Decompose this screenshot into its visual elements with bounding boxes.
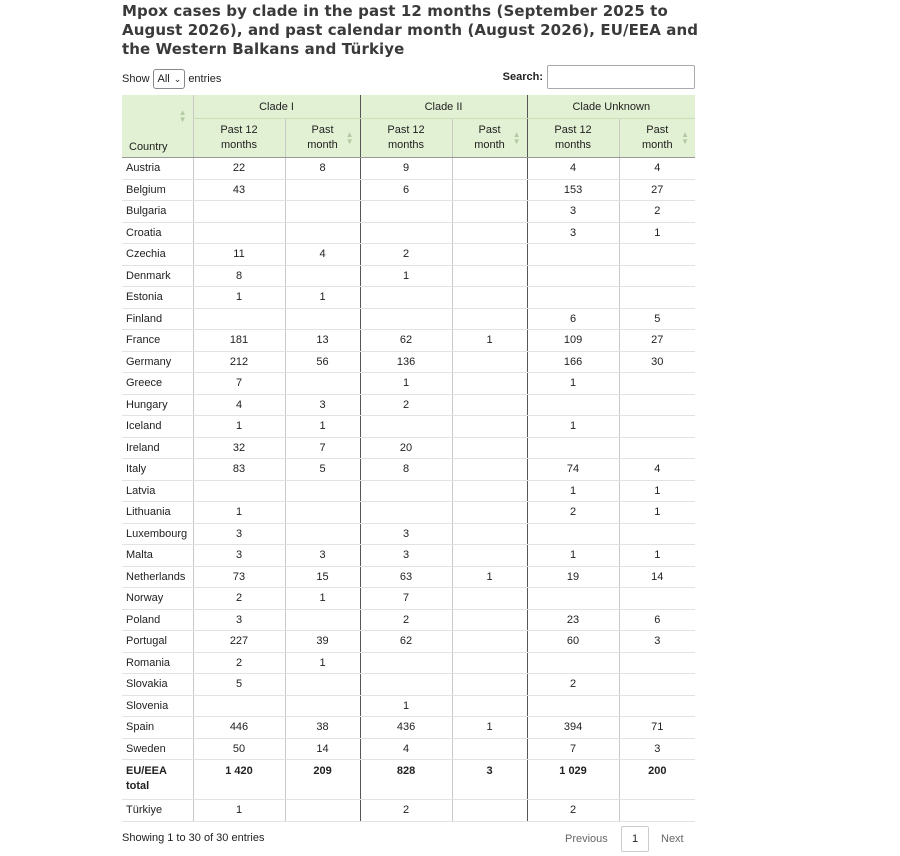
column-header-label: Past month (641, 124, 673, 151)
value-cell: 3 (619, 631, 695, 653)
country-cell: Norway (122, 588, 193, 610)
table-row (122, 222, 695, 244)
value-cell (527, 265, 619, 287)
table-row (122, 566, 695, 588)
value-cell: 1 (527, 373, 619, 395)
group-header-clade-unknown: Clade Unknown (527, 95, 695, 119)
value-cell: 209 (285, 760, 360, 800)
value-cell: 30 (619, 351, 695, 373)
value-cell (452, 652, 527, 674)
value-cell: 2 (527, 800, 619, 822)
value-cell: 3 (360, 523, 452, 545)
column-header-label: Past 12 months (554, 124, 592, 151)
country-cell: Ireland (122, 437, 193, 459)
value-cell: 63 (360, 566, 452, 588)
value-cell (360, 480, 452, 502)
value-cell (452, 631, 527, 653)
value-cell (452, 351, 527, 373)
value-cell: 2 (360, 394, 452, 416)
value-cell: 1 (193, 502, 285, 524)
column-header-past-12-months[interactable] (527, 119, 619, 158)
value-cell (619, 674, 695, 696)
column-header-past-month[interactable] (285, 119, 360, 158)
value-cell (452, 695, 527, 717)
value-cell (452, 588, 527, 610)
page-title: Mpox cases by clade in the past 12 months (September 2025 to August 2026), and past calendar month (August 2026), EU/EEA and the Western Balkans and Türkiye (122, 2, 699, 58)
value-cell: 394 (527, 717, 619, 739)
value-cell: 212 (193, 351, 285, 373)
country-cell: Czechia (122, 244, 193, 266)
value-cell: 1 (452, 330, 527, 352)
country-cell: Netherlands (122, 566, 193, 588)
value-cell (360, 287, 452, 309)
country-cell: Romania (122, 652, 193, 674)
table-row (122, 287, 695, 309)
value-cell: 6 (619, 609, 695, 631)
value-cell: 1 (285, 416, 360, 438)
value-cell (193, 695, 285, 717)
value-cell: 3 (285, 394, 360, 416)
value-cell (452, 373, 527, 395)
value-cell: 5 (285, 459, 360, 481)
sort-icon: ▲ ▼ (345, 130, 354, 146)
table-row (122, 201, 695, 223)
page-1-button[interactable]: 1 (621, 826, 649, 852)
value-cell: 1 (285, 652, 360, 674)
value-cell: 3 (527, 222, 619, 244)
value-cell: 8 (193, 265, 285, 287)
value-cell: 227 (193, 631, 285, 653)
value-cell: 1 029 (527, 760, 619, 800)
value-cell: 1 (193, 287, 285, 309)
value-cell: 4 (619, 459, 695, 481)
value-cell: 2 (193, 588, 285, 610)
value-cell: 1 (360, 695, 452, 717)
value-cell: 50 (193, 738, 285, 760)
value-cell: 1 (360, 265, 452, 287)
value-cell: 74 (527, 459, 619, 481)
value-cell: 1 (619, 545, 695, 567)
value-cell (619, 523, 695, 545)
country-cell: Portugal (122, 631, 193, 653)
value-cell: 27 (619, 330, 695, 352)
country-cell: Spain (122, 717, 193, 739)
table-row (122, 416, 695, 438)
value-cell: 1 (527, 416, 619, 438)
value-cell (527, 652, 619, 674)
value-cell (619, 287, 695, 309)
value-cell: 3 (527, 201, 619, 223)
value-cell (452, 394, 527, 416)
value-cell (360, 674, 452, 696)
previous-button[interactable]: Previous (565, 832, 608, 845)
country-cell: Slovenia (122, 695, 193, 717)
value-cell: 1 (285, 287, 360, 309)
value-cell: 3 (360, 545, 452, 567)
value-cell: 7 (193, 373, 285, 395)
column-header-label: Past 12 months (220, 124, 258, 151)
table-row (122, 373, 695, 395)
table-row (122, 437, 695, 459)
value-cell (452, 459, 527, 481)
search-label: Search: (502, 71, 543, 83)
country-cell: EU/EEA total (122, 760, 193, 800)
value-cell: 1 (360, 373, 452, 395)
value-cell (360, 222, 452, 244)
value-cell (527, 588, 619, 610)
value-cell (360, 652, 452, 674)
value-cell (285, 265, 360, 287)
value-cell: 3 (193, 609, 285, 631)
sort-icon: ▲ ▼ (512, 130, 521, 146)
value-cell (527, 244, 619, 266)
table-row (122, 523, 695, 545)
value-cell (360, 416, 452, 438)
country-cell: Sweden (122, 738, 193, 760)
sort-icon: ▲ ▼ (681, 130, 690, 146)
value-cell (285, 373, 360, 395)
value-cell (285, 502, 360, 524)
value-cell: 22 (193, 158, 285, 180)
value-cell: 1 (619, 480, 695, 502)
value-cell (452, 158, 527, 180)
value-cell: 38 (285, 717, 360, 739)
value-cell: 9 (360, 158, 452, 180)
value-cell (193, 222, 285, 244)
value-cell (527, 695, 619, 717)
value-cell: 6 (527, 308, 619, 330)
table-controls (122, 65, 695, 95)
value-cell: 14 (285, 738, 360, 760)
search-input[interactable] (547, 65, 695, 89)
value-cell: 60 (527, 631, 619, 653)
value-cell: 2 (360, 244, 452, 266)
table-row (122, 674, 695, 696)
value-cell: 1 (452, 566, 527, 588)
country-cell: Lithuania (122, 502, 193, 524)
country-cell: France (122, 330, 193, 352)
value-cell: 1 (285, 588, 360, 610)
value-cell: 446 (193, 717, 285, 739)
search-control (503, 65, 695, 89)
table-row (122, 351, 695, 373)
value-cell: 14 (619, 566, 695, 588)
country-cell: Italy (122, 459, 193, 481)
value-cell: 8 (285, 158, 360, 180)
table-row (122, 179, 695, 201)
value-cell: 8 (360, 459, 452, 481)
country-cell: Poland (122, 609, 193, 631)
column-header-past-month[interactable] (619, 119, 695, 158)
value-cell: 4 (193, 394, 285, 416)
value-cell: 7 (285, 437, 360, 459)
value-cell: 4 (285, 244, 360, 266)
country-cell: Denmark (122, 265, 193, 287)
value-cell: 2 (360, 800, 452, 822)
value-cell: 62 (360, 631, 452, 653)
country-cell: Slovakia (122, 674, 193, 696)
country-cell: Türkiye (122, 800, 193, 822)
value-cell: 2 (619, 201, 695, 223)
entries-label: entries (188, 73, 222, 85)
column-header-past-month[interactable] (452, 119, 527, 158)
value-cell: 13 (285, 330, 360, 352)
value-cell (360, 201, 452, 223)
value-cell: 1 (452, 717, 527, 739)
country-cell: Bulgaria (122, 201, 193, 223)
value-cell: 1 (527, 480, 619, 502)
table-row (122, 631, 695, 653)
country-cell: Estonia (122, 287, 193, 309)
country-cell: Hungary (122, 394, 193, 416)
column-header-past-12-months[interactable] (193, 119, 285, 158)
value-cell (285, 179, 360, 201)
country-cell: Malta (122, 545, 193, 567)
value-cell: 3 (285, 545, 360, 567)
value-cell (619, 373, 695, 395)
country-cell: Greece (122, 373, 193, 395)
value-cell (527, 287, 619, 309)
value-cell: 200 (619, 760, 695, 800)
column-header-country[interactable] (122, 95, 193, 158)
value-cell: 71 (619, 717, 695, 739)
value-cell (527, 437, 619, 459)
table-row (122, 158, 695, 180)
value-cell (360, 308, 452, 330)
country-cell: Croatia (122, 222, 193, 244)
value-cell (527, 523, 619, 545)
table-row (122, 394, 695, 416)
value-cell: 32 (193, 437, 285, 459)
table-row (122, 588, 695, 610)
chevron-down-icon: ⌄ (173, 73, 182, 84)
value-cell (285, 480, 360, 502)
value-cell: 2 (193, 652, 285, 674)
sort-icon: ▲ ▼ (178, 108, 187, 124)
value-cell: 181 (193, 330, 285, 352)
value-cell (527, 394, 619, 416)
value-cell (285, 308, 360, 330)
value-cell (285, 674, 360, 696)
table-row (122, 330, 695, 352)
value-cell: 20 (360, 437, 452, 459)
value-cell (619, 588, 695, 610)
value-cell: 3 (452, 760, 527, 800)
value-cell: 3 (193, 545, 285, 567)
value-cell (193, 480, 285, 502)
table-row (122, 717, 695, 739)
value-cell: 56 (285, 351, 360, 373)
group-header-clade-i: Clade I (193, 95, 360, 119)
table-row (122, 800, 695, 822)
value-cell (360, 502, 452, 524)
value-cell (452, 480, 527, 502)
column-header-label: Past 12 months (387, 124, 425, 151)
value-cell (452, 545, 527, 567)
pagination (122, 826, 695, 856)
value-cell: 3 (193, 523, 285, 545)
value-cell (619, 244, 695, 266)
value-cell: 4 (360, 738, 452, 760)
value-cell: 153 (527, 179, 619, 201)
value-cell (452, 674, 527, 696)
table-row (122, 459, 695, 481)
table-row (122, 545, 695, 567)
table-info: Showing 1 to 30 of 30 entries (122, 831, 265, 844)
value-cell (285, 523, 360, 545)
entries-select-value: All (157, 73, 170, 85)
table-row (122, 695, 695, 717)
value-cell (452, 416, 527, 438)
value-cell: 2 (360, 609, 452, 631)
table-row (122, 265, 695, 287)
value-cell: 6 (360, 179, 452, 201)
value-cell (452, 222, 527, 244)
table-row (122, 652, 695, 674)
value-cell (619, 437, 695, 459)
country-cell: Austria (122, 158, 193, 180)
table-row (122, 244, 695, 266)
data-table (122, 95, 695, 822)
value-cell: 136 (360, 351, 452, 373)
column-header-past-12-months[interactable] (360, 119, 452, 158)
value-cell: 2 (527, 674, 619, 696)
value-cell: 27 (619, 179, 695, 201)
value-cell: 828 (360, 760, 452, 800)
country-cell: Iceland (122, 416, 193, 438)
table-row (122, 760, 695, 800)
country-cell: Luxembourg (122, 523, 193, 545)
column-header-label: Country (129, 141, 168, 153)
entries-control (122, 69, 221, 89)
value-cell: 7 (360, 588, 452, 610)
country-cell: Latvia (122, 480, 193, 502)
value-cell: 19 (527, 566, 619, 588)
value-cell: 1 (619, 222, 695, 244)
country-cell: Belgium (122, 179, 193, 201)
value-cell (619, 394, 695, 416)
value-cell (619, 265, 695, 287)
entries-select[interactable] (153, 69, 186, 89)
group-header-clade-ii: Clade II (360, 95, 527, 119)
value-cell (285, 609, 360, 631)
value-cell (285, 201, 360, 223)
value-cell: 23 (527, 609, 619, 631)
value-cell: 5 (619, 308, 695, 330)
table-row (122, 609, 695, 631)
value-cell (452, 265, 527, 287)
value-cell (193, 308, 285, 330)
value-cell (452, 437, 527, 459)
country-cell: Finland (122, 308, 193, 330)
next-button[interactable]: Next (661, 832, 684, 845)
value-cell (452, 244, 527, 266)
value-cell: 4 (527, 158, 619, 180)
column-header-label: Past month (474, 124, 505, 151)
value-cell (452, 800, 527, 822)
value-cell: 62 (360, 330, 452, 352)
value-cell (193, 201, 285, 223)
value-cell (285, 695, 360, 717)
value-cell: 109 (527, 330, 619, 352)
value-cell: 1 (193, 800, 285, 822)
value-cell: 166 (527, 351, 619, 373)
value-cell: 1 420 (193, 760, 285, 800)
value-cell: 7 (527, 738, 619, 760)
value-cell: 436 (360, 717, 452, 739)
value-cell: 39 (285, 631, 360, 653)
value-cell (452, 738, 527, 760)
main-content (122, 0, 699, 856)
value-cell (452, 523, 527, 545)
value-cell (452, 201, 527, 223)
value-cell (452, 502, 527, 524)
table-row (122, 502, 695, 524)
value-cell: 73 (193, 566, 285, 588)
country-cell: Germany (122, 351, 193, 373)
value-cell: 83 (193, 459, 285, 481)
value-cell: 5 (193, 674, 285, 696)
value-cell (452, 609, 527, 631)
value-cell (619, 652, 695, 674)
table-row (122, 738, 695, 760)
show-label: Show (122, 73, 150, 85)
value-cell (285, 800, 360, 822)
value-cell (452, 179, 527, 201)
value-cell (452, 287, 527, 309)
value-cell: 1 (193, 416, 285, 438)
value-cell: 1 (527, 545, 619, 567)
value-cell: 11 (193, 244, 285, 266)
table-row (122, 480, 695, 502)
value-cell (619, 695, 695, 717)
value-cell: 1 (619, 502, 695, 524)
table-row (122, 308, 695, 330)
value-cell (619, 416, 695, 438)
value-cell: 4 (619, 158, 695, 180)
value-cell: 43 (193, 179, 285, 201)
value-cell: 2 (527, 502, 619, 524)
value-cell: 15 (285, 566, 360, 588)
value-cell (452, 308, 527, 330)
value-cell: 3 (619, 738, 695, 760)
column-header-label: Past month (307, 124, 338, 151)
value-cell (619, 800, 695, 822)
value-cell (285, 222, 360, 244)
